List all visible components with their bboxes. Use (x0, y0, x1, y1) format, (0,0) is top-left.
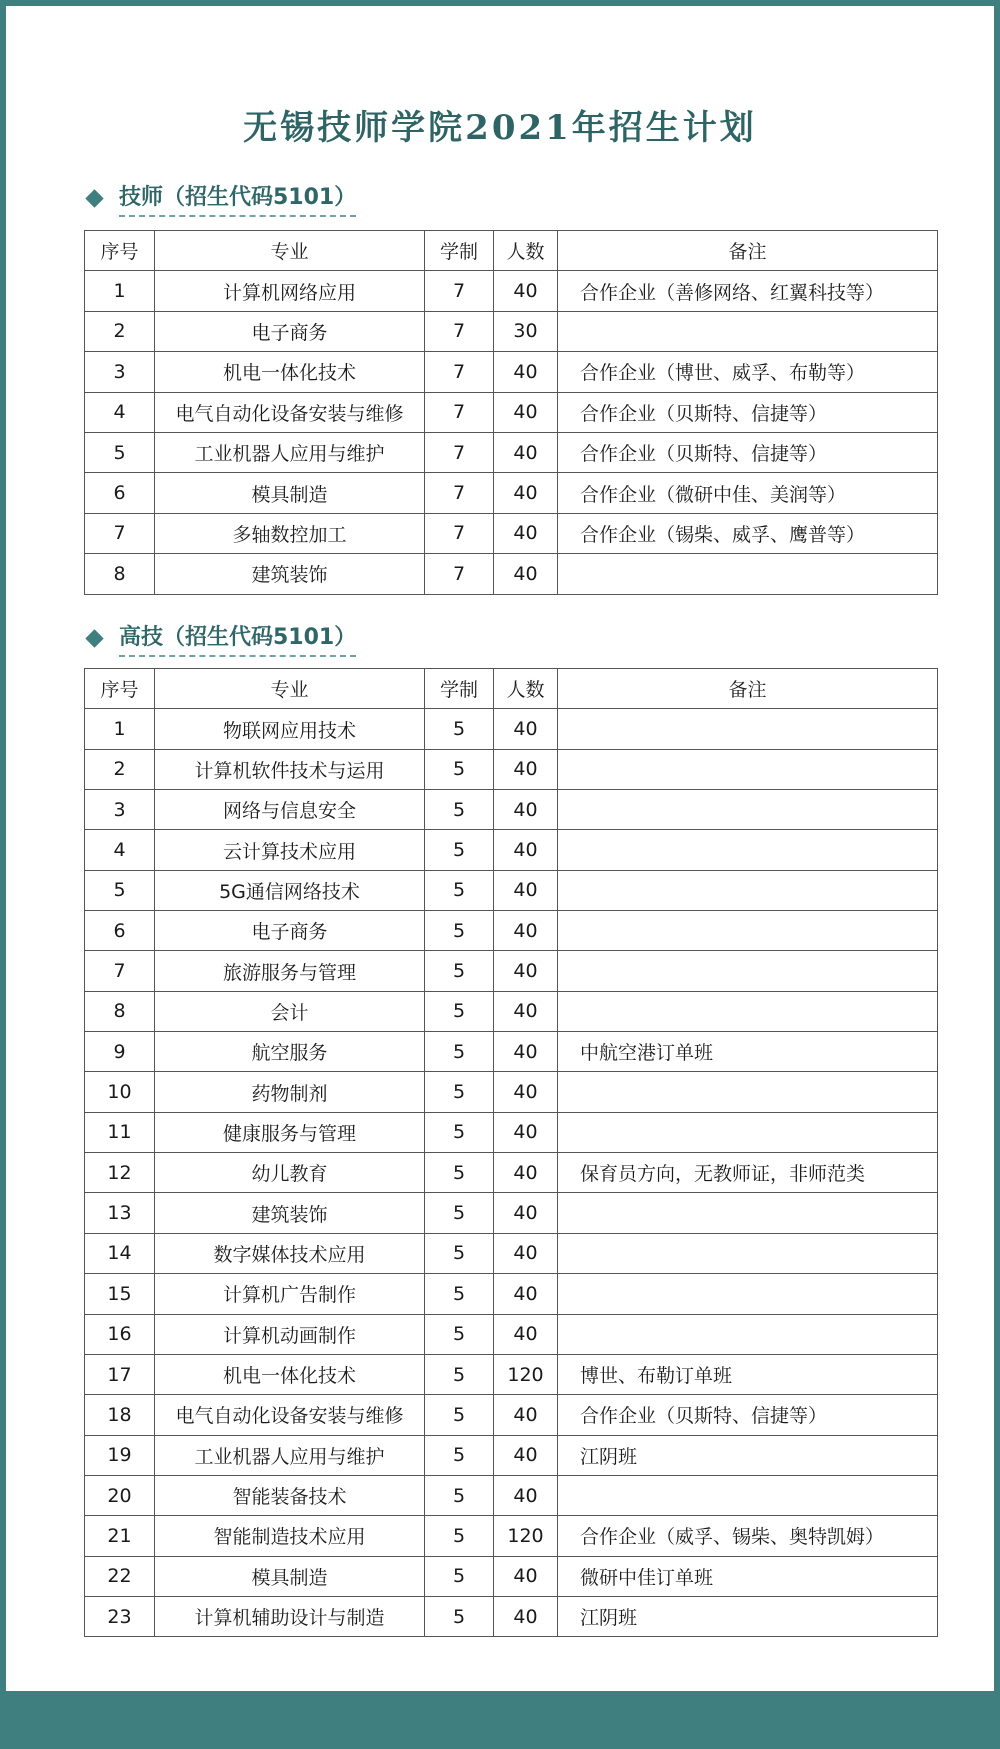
header-note: 备注 (558, 231, 938, 271)
cell-note: 合作企业（贝斯特、信捷等） (558, 1395, 938, 1435)
table-row (85, 1112, 938, 1152)
header-major: 专业 (155, 231, 425, 271)
cell-count: 40 (494, 271, 558, 311)
cell-no: 1 (85, 271, 155, 311)
cell-major: 会计 (155, 991, 425, 1031)
section-heading-text: 高技（招生代码5101） (119, 620, 356, 657)
cell-major: 模具制造 (155, 1556, 425, 1596)
cell-no: 1 (85, 709, 155, 749)
cell-note (558, 1072, 938, 1112)
table-row (85, 1072, 938, 1112)
cell-note (558, 1475, 938, 1515)
cell-years: 5 (425, 1556, 494, 1596)
table-row (85, 1233, 938, 1273)
cell-major: 电子商务 (155, 311, 425, 351)
diamond-bullet-icon (85, 629, 103, 647)
cell-count: 40 (494, 951, 558, 991)
cell-years: 5 (425, 870, 494, 910)
table-row (85, 870, 938, 910)
cell-no: 14 (85, 1233, 155, 1273)
table-row (85, 1596, 938, 1636)
cell-no: 10 (85, 1072, 155, 1112)
cell-note: 合作企业（善修网络、红翼科技等） (558, 271, 938, 311)
cell-note: 江阴班 (558, 1596, 938, 1636)
cell-no: 23 (85, 1596, 155, 1636)
cell-years: 5 (425, 1274, 494, 1314)
cell-major: 网络与信息安全 (155, 790, 425, 830)
cell-note (558, 870, 938, 910)
table-row (85, 1354, 938, 1394)
table-row (85, 1435, 938, 1475)
cell-years: 5 (425, 709, 494, 749)
table-row (85, 392, 938, 432)
cell-years: 5 (425, 951, 494, 991)
cell-count: 40 (494, 1596, 558, 1636)
cell-major: 工业机器人应用与维护 (155, 1435, 425, 1475)
cell-no: 4 (85, 830, 155, 870)
cell-note: 保育员方向，无教师证，非师范类 (558, 1153, 938, 1193)
cell-no: 2 (85, 311, 155, 351)
table-row (85, 311, 938, 351)
cell-note (558, 749, 938, 789)
cell-years: 5 (425, 830, 494, 870)
cell-years: 5 (425, 1596, 494, 1636)
table-row (85, 1153, 938, 1193)
table-header-row (85, 669, 938, 709)
cell-no: 17 (85, 1354, 155, 1394)
cell-count: 40 (494, 749, 558, 789)
cell-years: 7 (425, 513, 494, 553)
cell-years: 7 (425, 311, 494, 351)
cell-major: 计算机网络应用 (155, 271, 425, 311)
cell-years: 5 (425, 749, 494, 789)
cell-no: 13 (85, 1193, 155, 1233)
cell-years: 7 (425, 432, 494, 472)
cell-no: 20 (85, 1475, 155, 1515)
cell-note: 中航空港订单班 (558, 1032, 938, 1072)
cell-count: 40 (494, 991, 558, 1031)
cell-note (558, 554, 938, 594)
cell-note: 合作企业（博世、威孚、布勒等） (558, 352, 938, 392)
cell-count: 40 (494, 870, 558, 910)
cell-count: 40 (494, 1233, 558, 1273)
cell-note (558, 830, 938, 870)
table-header-row (85, 231, 938, 271)
section-heading-text: 技师（招生代码5101） (119, 180, 356, 217)
cell-count: 40 (494, 790, 558, 830)
cell-note (558, 911, 938, 951)
cell-major: 智能装备技术 (155, 1475, 425, 1515)
cell-major: 计算机软件技术与运用 (155, 749, 425, 789)
cell-major: 建筑装饰 (155, 554, 425, 594)
table-row (85, 991, 938, 1031)
cell-no: 8 (85, 554, 155, 594)
cell-count: 40 (494, 1112, 558, 1152)
cell-years: 5 (425, 1233, 494, 1273)
cell-no: 5 (85, 432, 155, 472)
cell-note: 微研中佳订单班 (558, 1556, 938, 1596)
table-row (85, 709, 938, 749)
cell-no: 3 (85, 352, 155, 392)
cell-note (558, 790, 938, 830)
cell-note: 合作企业（锡柴、威孚、鹰普等） (558, 513, 938, 553)
cell-years: 5 (425, 1435, 494, 1475)
cell-major: 计算机辅助设计与制造 (155, 1596, 425, 1636)
cell-count: 120 (494, 1354, 558, 1394)
cell-count: 120 (494, 1516, 558, 1556)
cell-years: 5 (425, 991, 494, 1031)
cell-years: 5 (425, 1112, 494, 1152)
cell-count: 40 (494, 1032, 558, 1072)
cell-count: 40 (494, 1153, 558, 1193)
cell-no: 9 (85, 1032, 155, 1072)
cell-note (558, 311, 938, 351)
diamond-bullet-icon (85, 189, 103, 207)
cell-major: 药物制剂 (155, 1072, 425, 1112)
cell-no: 16 (85, 1314, 155, 1354)
header-years: 学制 (425, 669, 494, 709)
cell-years: 5 (425, 911, 494, 951)
cell-years: 5 (425, 1395, 494, 1435)
cell-major: 物联网应用技术 (155, 709, 425, 749)
page-title: 无锡技师学院2021年招生计划 (243, 108, 757, 148)
cell-major: 电子商务 (155, 911, 425, 951)
cell-major: 电气自动化设备安装与维修 (155, 1395, 425, 1435)
cell-note: 博世、布勒订单班 (558, 1354, 938, 1394)
table-row (85, 352, 938, 392)
cell-count: 40 (494, 1435, 558, 1475)
cell-years: 5 (425, 1193, 494, 1233)
table-row (85, 1193, 938, 1233)
cell-years: 7 (425, 271, 494, 311)
table-row (85, 1516, 938, 1556)
cell-no: 4 (85, 392, 155, 432)
header-note: 备注 (558, 669, 938, 709)
cell-major: 5G通信网络技术 (155, 870, 425, 910)
cell-count: 40 (494, 709, 558, 749)
cell-count: 40 (494, 473, 558, 513)
cell-count: 40 (494, 1314, 558, 1354)
cell-major: 机电一体化技术 (155, 352, 425, 392)
cell-no: 6 (85, 911, 155, 951)
cell-years: 5 (425, 1153, 494, 1193)
table-row (85, 271, 938, 311)
cell-major: 航空服务 (155, 1032, 425, 1072)
cell-count: 40 (494, 1193, 558, 1233)
cell-note: 合作企业（微研中佳、美润等） (558, 473, 938, 513)
table-row (85, 951, 938, 991)
cell-no: 21 (85, 1516, 155, 1556)
cell-count: 40 (494, 911, 558, 951)
table-row (85, 432, 938, 472)
header-count: 人数 (494, 669, 558, 709)
cell-no: 15 (85, 1274, 155, 1314)
senior-technician-table (84, 668, 938, 1637)
cell-count: 40 (494, 392, 558, 432)
cell-count: 40 (494, 352, 558, 392)
cell-no: 19 (85, 1435, 155, 1475)
cell-years: 5 (425, 1314, 494, 1354)
cell-no: 22 (85, 1556, 155, 1596)
cell-count: 40 (494, 513, 558, 553)
cell-count: 40 (494, 1556, 558, 1596)
cell-count: 40 (494, 432, 558, 472)
cell-major: 多轴数控加工 (155, 513, 425, 553)
cell-note: 合作企业（贝斯特、信捷等） (558, 392, 938, 432)
table-row (85, 911, 938, 951)
cell-major: 健康服务与管理 (155, 1112, 425, 1152)
table-row (85, 554, 938, 594)
cell-count: 40 (494, 1475, 558, 1515)
cell-note: 合作企业（威孚、锡柴、奥特凯姆） (558, 1516, 938, 1556)
table-row (85, 830, 938, 870)
cell-years: 5 (425, 1072, 494, 1112)
header-no: 序号 (85, 231, 155, 271)
cell-major: 智能制造技术应用 (155, 1516, 425, 1556)
cell-no: 5 (85, 870, 155, 910)
cell-no: 6 (85, 473, 155, 513)
cell-note (558, 709, 938, 749)
cell-note: 合作企业（贝斯特、信捷等） (558, 432, 938, 472)
cell-note (558, 1233, 938, 1273)
cell-count: 40 (494, 1395, 558, 1435)
header-count: 人数 (494, 231, 558, 271)
cell-years: 7 (425, 352, 494, 392)
cell-no: 8 (85, 991, 155, 1031)
cell-count: 30 (494, 311, 558, 351)
cell-count: 40 (494, 1072, 558, 1112)
cell-major: 计算机动画制作 (155, 1314, 425, 1354)
cell-count: 40 (494, 554, 558, 594)
cell-note (558, 1193, 938, 1233)
section-heading-technician (84, 180, 356, 217)
cell-major: 云计算技术应用 (155, 830, 425, 870)
cell-major: 建筑装饰 (155, 1193, 425, 1233)
cell-no: 12 (85, 1153, 155, 1193)
cell-no: 11 (85, 1112, 155, 1152)
cell-major: 工业机器人应用与维护 (155, 432, 425, 472)
section-heading-senior (84, 620, 356, 657)
cell-note (558, 951, 938, 991)
cell-count: 40 (494, 1274, 558, 1314)
technician-table-body (85, 271, 938, 594)
cell-years: 7 (425, 473, 494, 513)
table-row (85, 473, 938, 513)
table-row (85, 1475, 938, 1515)
cell-years: 5 (425, 1475, 494, 1515)
cell-no: 7 (85, 951, 155, 991)
cell-years: 7 (425, 392, 494, 432)
header-no: 序号 (85, 669, 155, 709)
cell-note: 江阴班 (558, 1435, 938, 1475)
cell-no: 2 (85, 749, 155, 789)
cell-major: 旅游服务与管理 (155, 951, 425, 991)
cell-years: 5 (425, 790, 494, 830)
cell-major: 数字媒体技术应用 (155, 1233, 425, 1273)
table-row (85, 1395, 938, 1435)
cell-major: 幼儿教育 (155, 1153, 425, 1193)
cell-major: 模具制造 (155, 473, 425, 513)
cell-major: 机电一体化技术 (155, 1354, 425, 1394)
table-row (85, 1556, 938, 1596)
senior-technician-table-body (85, 709, 938, 1637)
cell-note (558, 1274, 938, 1314)
technician-table (84, 230, 938, 595)
cell-major: 计算机广告制作 (155, 1274, 425, 1314)
cell-note (558, 991, 938, 1031)
cell-years: 5 (425, 1516, 494, 1556)
table-row (85, 1032, 938, 1072)
table-row (85, 1314, 938, 1354)
table-row (85, 790, 938, 830)
cell-major: 电气自动化设备安装与维修 (155, 392, 425, 432)
cell-years: 5 (425, 1354, 494, 1394)
header-major: 专业 (155, 669, 425, 709)
cell-years: 7 (425, 554, 494, 594)
cell-no: 18 (85, 1395, 155, 1435)
header-years: 学制 (425, 231, 494, 271)
table-row (85, 749, 938, 789)
cell-years: 5 (425, 1032, 494, 1072)
cell-no: 7 (85, 513, 155, 553)
cell-note (558, 1112, 938, 1152)
table-row (85, 1274, 938, 1314)
cell-no: 3 (85, 790, 155, 830)
footer-band (0, 1691, 1000, 1749)
table-row (85, 513, 938, 553)
cell-note (558, 1314, 938, 1354)
cell-count: 40 (494, 830, 558, 870)
